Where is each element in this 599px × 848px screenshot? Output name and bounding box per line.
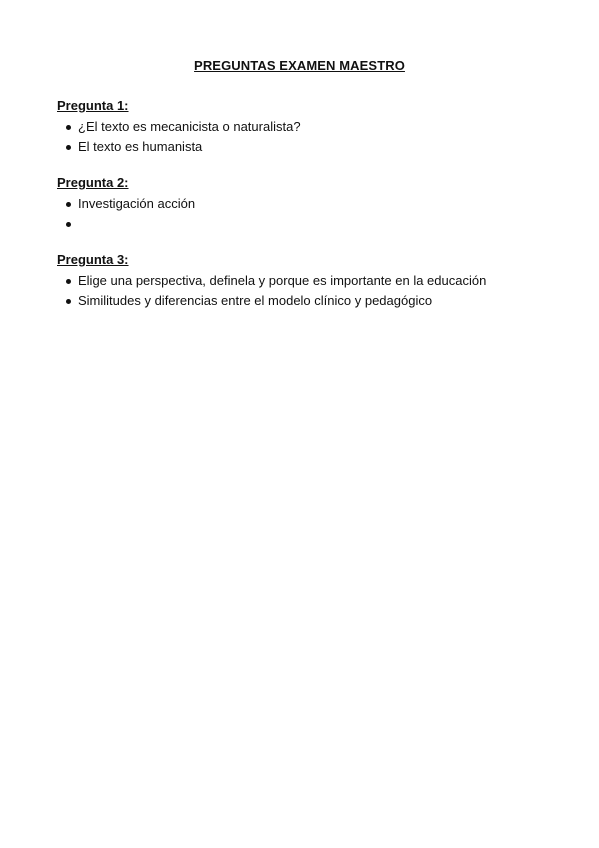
bullet-list [57,117,557,157]
bullet-icon [66,145,71,150]
list-item [57,271,557,291]
question-section-1 [57,97,557,157]
bullet-icon [66,202,71,207]
list-item [57,214,557,234]
question-heading: Pregunta 2: [57,175,129,190]
list-item [57,117,557,137]
list-item-text: ¿El texto es mecanicista o naturalista? [78,119,301,134]
list-item-text: Elige una perspectiva, definela y porque es importante en la educación [78,273,487,288]
list-item-text: Investigación acción [78,196,196,211]
question-heading: Pregunta 3: [57,252,129,267]
list-item [57,291,557,311]
document-title: PREGUNTAS EXAMEN MAESTRO [194,58,405,73]
bullet-list [57,271,557,311]
bullet-icon [66,299,71,304]
list-item-text: El texto es humanista [78,139,203,154]
question-heading: Pregunta 1: [57,98,129,113]
bullet-icon [66,279,71,284]
list-item [57,194,557,214]
question-section-2 [57,174,557,234]
bullet-list [57,194,557,234]
list-item [57,137,557,157]
list-item-text: Similitudes y diferencias entre el modelo clínico y pedagógico [78,293,433,308]
question-section-3 [57,251,557,311]
bullet-icon [66,222,71,227]
bullet-icon [66,125,71,130]
